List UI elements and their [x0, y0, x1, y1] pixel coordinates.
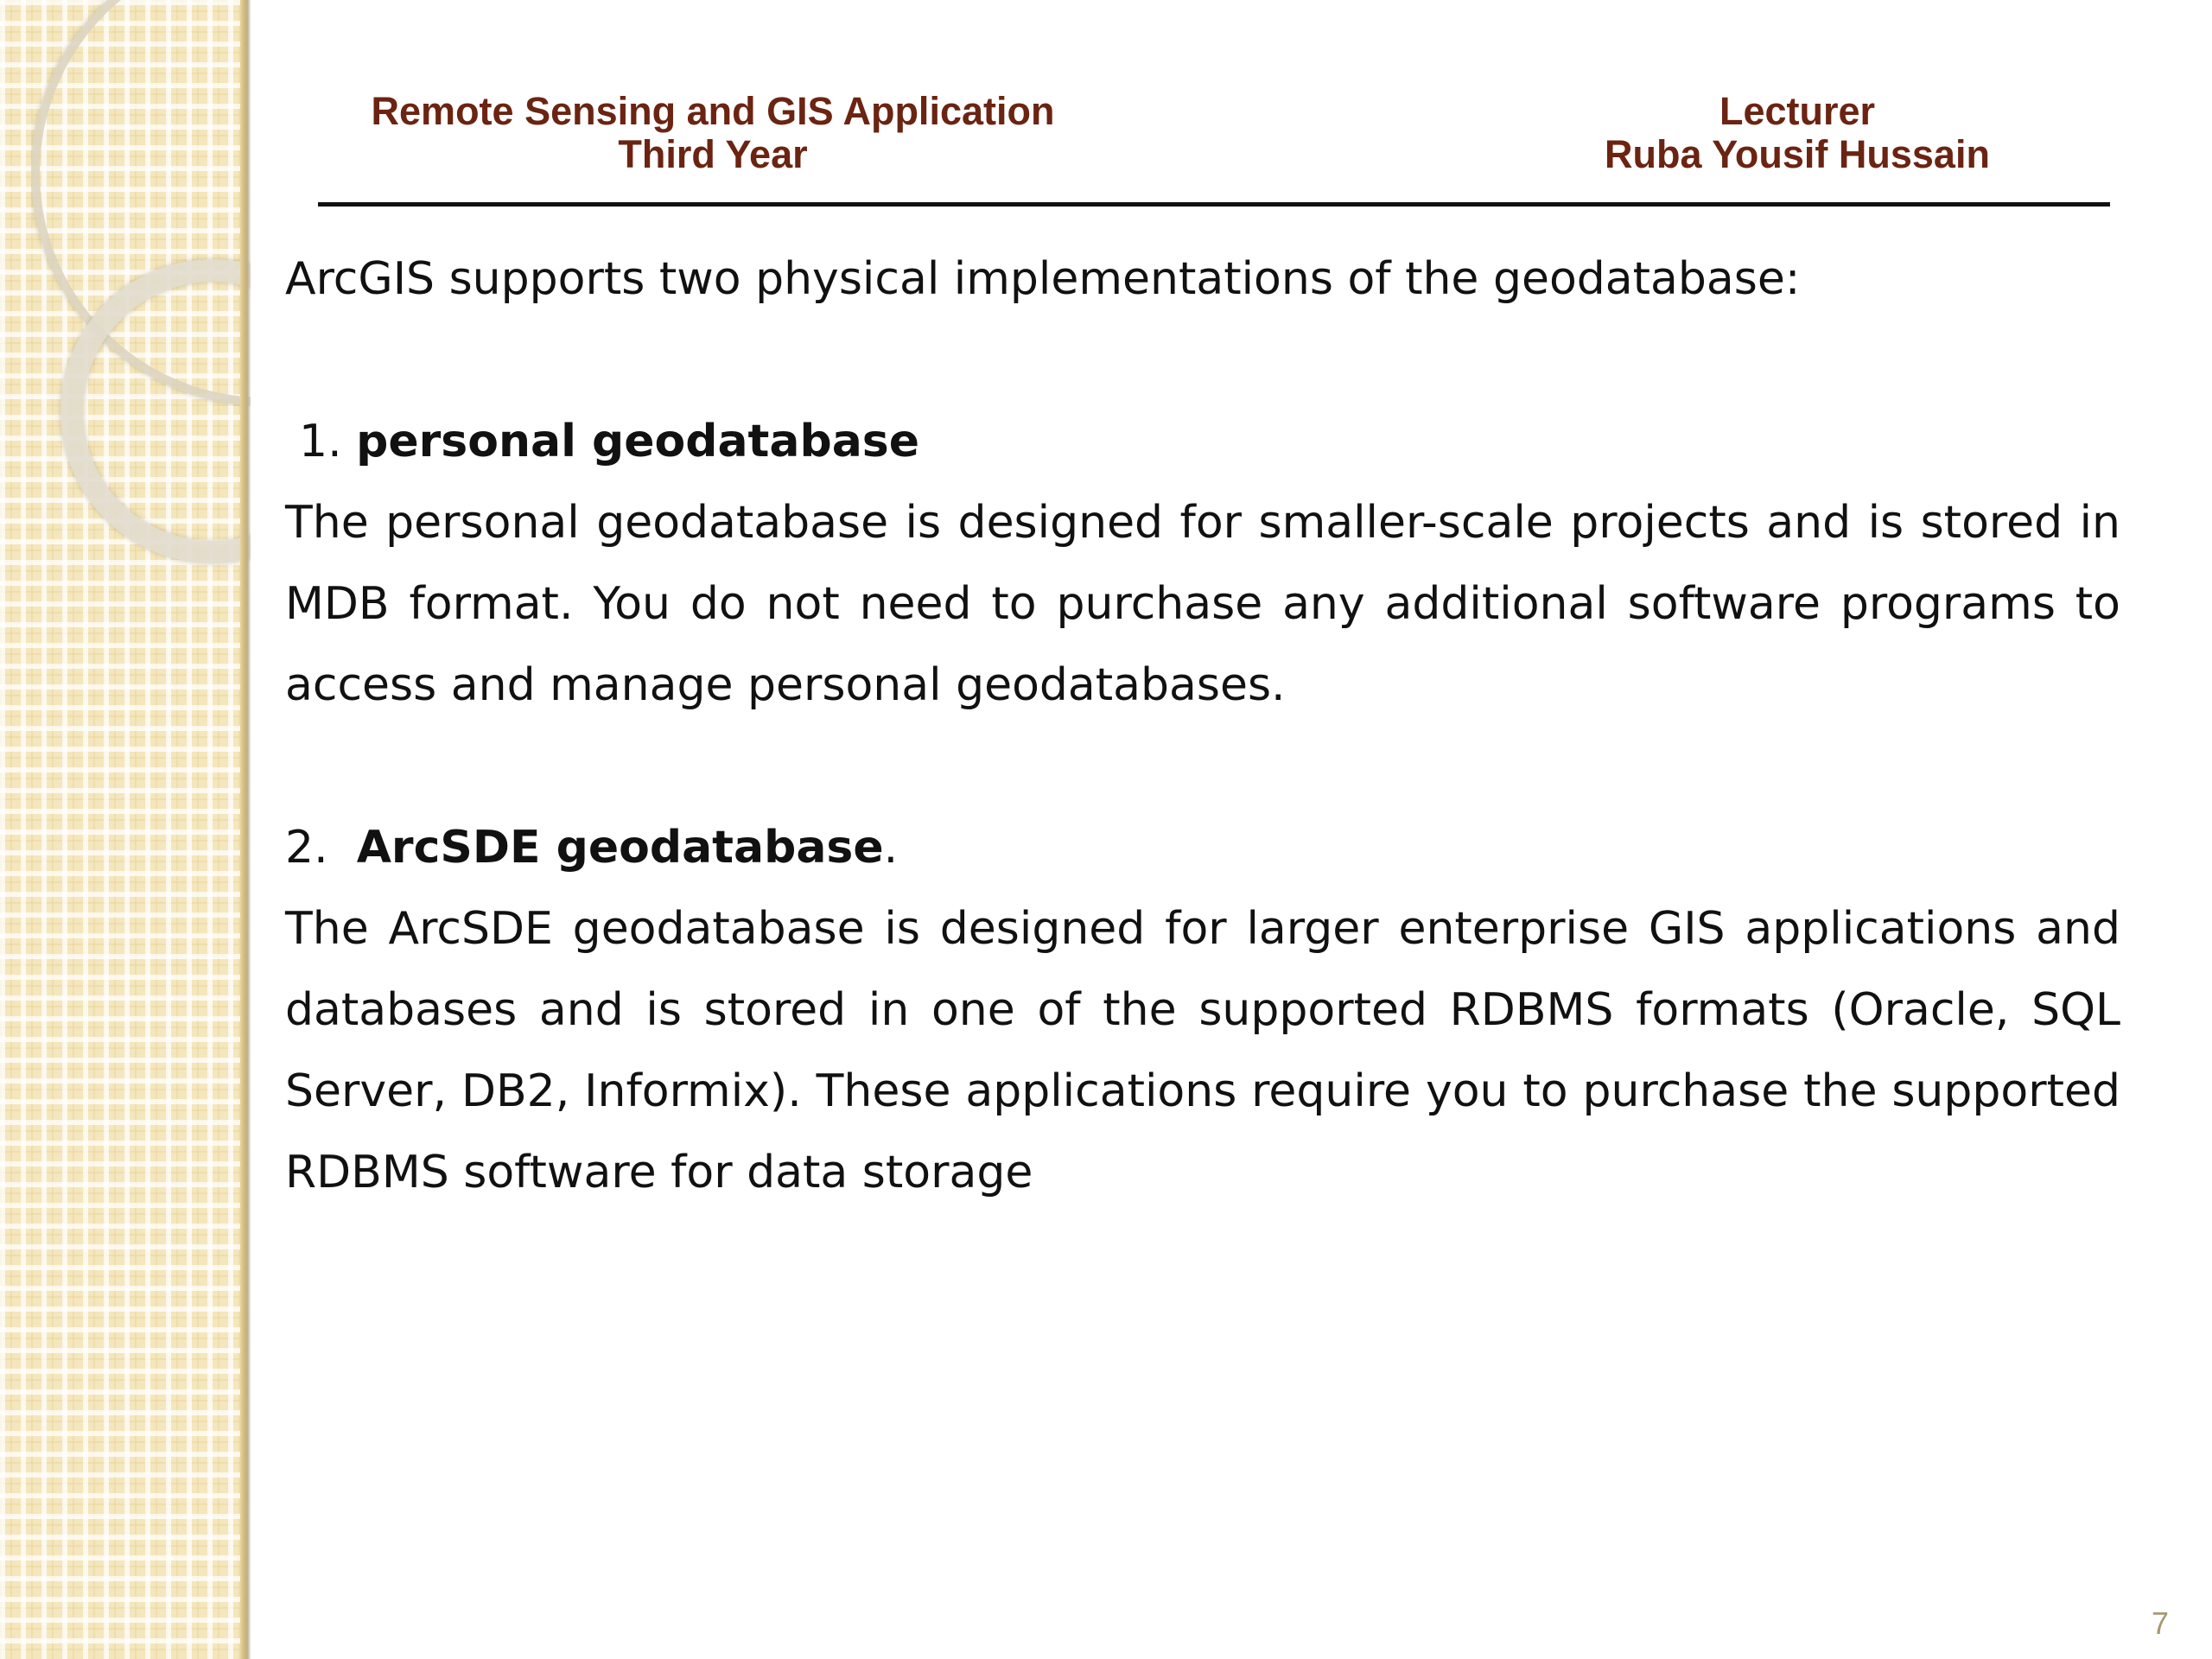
item-2-title-suffix: . [883, 822, 899, 874]
page-number: 7 [2151, 1605, 2170, 1641]
spacer [285, 320, 2120, 401]
lecturer-label: Lecturer [1719, 89, 1876, 133]
item-1-number: 1. [299, 416, 342, 467]
lecturer-name: Ruba Yousif Hussain [1605, 132, 1990, 176]
header-divider [318, 202, 2110, 207]
item-2-description: The ArcSDE geodatabase is designed for larger enterprise GIS applications and databases and is stored in one of the supported RDBMS formats (Oracle, SQL Server, DB2, Informix). These applications require you to purchase the supported RDBMS software for data storage [285, 903, 2120, 1198]
item-1-description: The personal geodatabase is designed for smaller-scale projects and is stored in MDB format. You do not need to purchase any additional software programs to access and manage personal geodatabases. [285, 497, 2120, 711]
course-year: Third Year [618, 132, 808, 176]
item-1-heading [285, 401, 2120, 482]
item-2-title: ArcSDE geodatabase [356, 822, 884, 874]
course-title: Remote Sensing and GIS Application [371, 89, 1055, 133]
header-lecturer [1547, 90, 2048, 176]
slide-body [285, 238, 2120, 1213]
intro-text: ArcGIS supports two physical implementations of the geodatabase: [285, 253, 1801, 305]
sidebar-edge [240, 0, 251, 1659]
item-2-heading [285, 807, 2120, 888]
item-2-number: 2. [285, 822, 328, 874]
header-course [302, 90, 1123, 176]
item-1-title: personal geodatabase [356, 416, 920, 467]
spacer [285, 726, 2120, 807]
